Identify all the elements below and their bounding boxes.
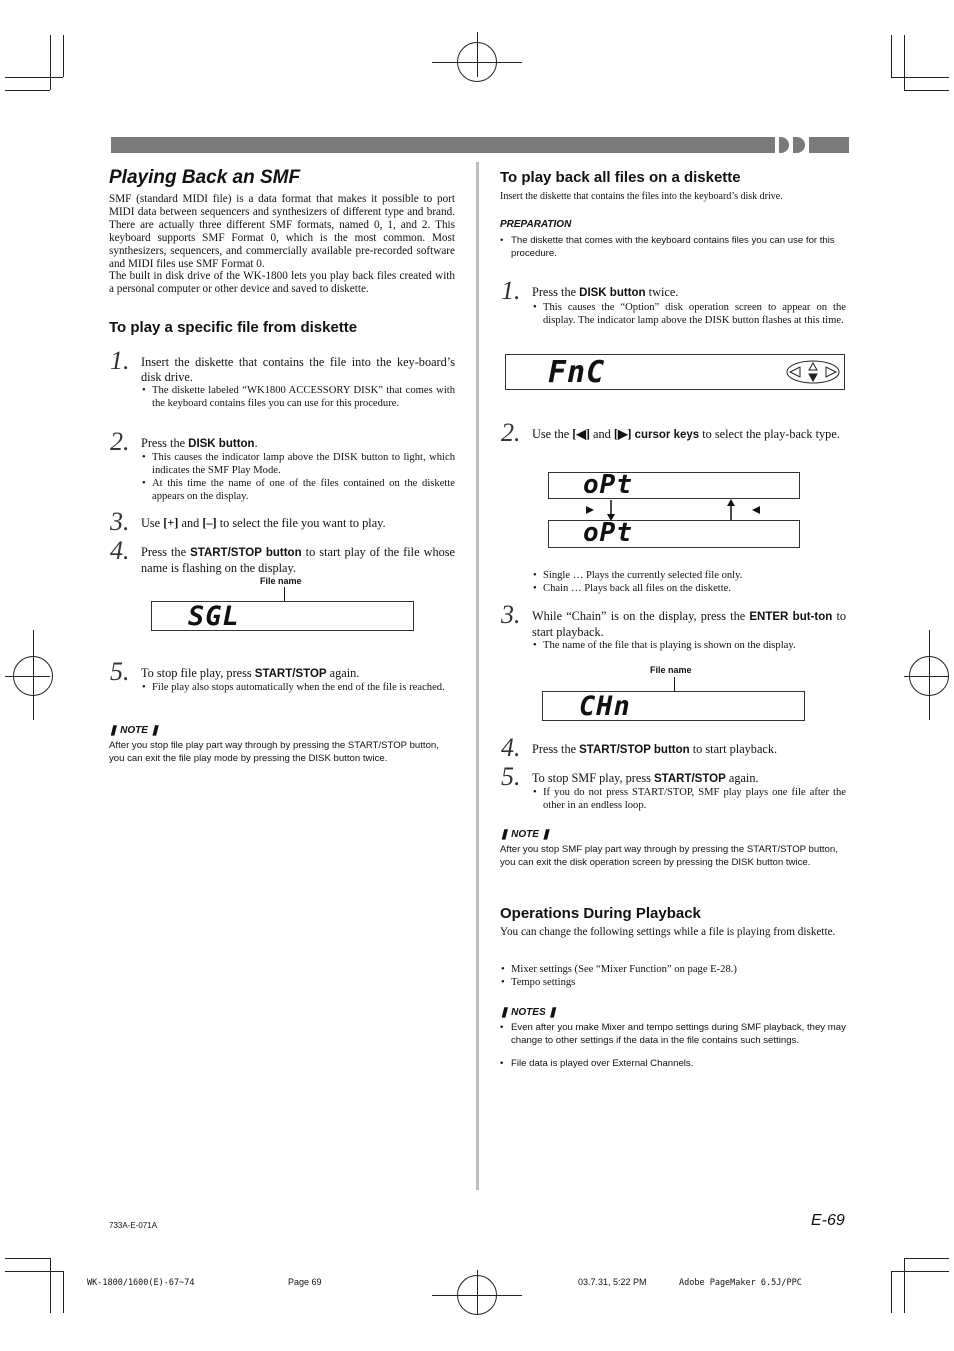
- bullet: • At this time the name of one of the files contained on the diskette appears on the display.: [142, 478, 455, 502]
- bullet: • The diskette that comes with the keyboard contains files you can use for this procedure.: [500, 235, 835, 259]
- step-text: and: [589, 427, 614, 441]
- lcd-text: oPt: [583, 518, 633, 548]
- bullet-text: File data is played over External Channels.: [511, 1058, 694, 1069]
- step-text: twice.: [645, 285, 679, 299]
- bullet-text: The diskette labeled “WK1800 ACCESSORY DISK” that comes with the keyboard contains files you can use for this procedure.: [152, 385, 455, 409]
- step-number: 2.: [110, 427, 130, 456]
- crop-mark: [904, 1258, 905, 1313]
- lcd-display: [151, 601, 414, 631]
- button-name: cursor keys: [634, 429, 700, 441]
- button-name: DISK button: [188, 438, 255, 450]
- intro-paragraph: SMF (standard MIDI file) is a data format that makes it possible to port MIDI data between sequencers and synthesizers of different type and brand. There are actually three different SMF formats, named 0, 1, and 2. This keyboard supports SMF Format 0, which is the most common. Most synthesizers, sequencers, and commercially available pre-recorded software and MIDI files use SMF Format 0.: [109, 193, 455, 270]
- bullet: • File play also stops automatically when the end of the file is reached.: [142, 682, 445, 693]
- lcd-text: CHn: [579, 691, 631, 722]
- bullet: • The name of the file that is playing is shown on the display.: [533, 640, 796, 651]
- lcd-display: [505, 354, 845, 390]
- crop-mark: [63, 35, 64, 77]
- key-name: [◀]: [572, 427, 590, 441]
- button-name: START/STOP: [254, 668, 327, 680]
- bullet-text: Chain … Plays back all files on the diskette.: [543, 583, 732, 594]
- step-text: Press the: [532, 285, 580, 299]
- step-text: While “Chain” is on the display, press the: [532, 609, 750, 623]
- button-name: START/STOP: [654, 773, 726, 785]
- bullet: • Chain … Plays back all files on the diskette.: [533, 583, 732, 594]
- registration-mark: [477, 32, 478, 77]
- bullet-text: The name of the file that is playing is shown on the display.: [543, 640, 796, 651]
- step-text: to start play of the file whose name is flashing on the display.: [141, 545, 456, 575]
- notes-heading: ❚ NOTES ❚: [500, 1007, 557, 1018]
- header-band: [111, 137, 849, 153]
- page-number: E-69: [811, 1212, 845, 1229]
- bullet-text: Tempo settings: [511, 977, 576, 988]
- crop-mark: [5, 1258, 50, 1259]
- crop-mark: [5, 77, 63, 78]
- step-text: Insert the diskette that contains the file into the key-board’s disk drive.: [141, 355, 455, 384]
- crop-mark: [50, 1258, 51, 1313]
- section-heading: To play a specific file from diskette: [109, 319, 358, 336]
- crop-mark: [891, 1271, 949, 1272]
- step-number: 3.: [110, 507, 130, 536]
- note-title: NOTE: [511, 829, 539, 840]
- key-name: [+]: [163, 516, 179, 530]
- step-number: 2.: [501, 418, 521, 447]
- lcd-display-single: [548, 472, 800, 499]
- step-text: Use the: [532, 427, 573, 441]
- bullet: • Single … Plays the currently selected file only.: [533, 570, 743, 581]
- crop-mark: [904, 1258, 949, 1259]
- document-code: 733A-E-071A: [109, 1221, 158, 1230]
- button-name: DISK button: [579, 287, 646, 299]
- step-text: Press the: [141, 436, 189, 450]
- bullet-text: At this time the name of one of the files contained on the diskette appears on the display.: [152, 478, 455, 502]
- bullet: • This causes the “Option” disk operation screen to appear on the display. The indicator lamp above the DISK button flashes at this time.: [533, 302, 846, 326]
- section-heading: To play back all files on a diskette: [500, 169, 741, 186]
- file-name-label: File name: [650, 665, 692, 675]
- bullet: • Tempo settings: [501, 977, 576, 988]
- lcd-text: oPt: [583, 470, 633, 500]
- step-text: again.: [326, 666, 360, 680]
- intro-paragraph-2: The built in disk drive of the WK-1800 lets you play back files created with a personal computer or other device and saved to diskette.: [109, 270, 455, 295]
- registration-mark: [904, 676, 949, 677]
- crop-mark: [5, 1271, 63, 1272]
- left-indicator-icon: [752, 506, 760, 514]
- note-heading: ❚ NOTE ❚: [109, 725, 160, 736]
- preparation-heading: PREPARATION: [500, 219, 572, 230]
- step-number: 4.: [110, 536, 130, 565]
- lcd-display: [542, 691, 805, 721]
- crop-mark: [50, 35, 51, 90]
- button-name: START/STOP button: [579, 744, 690, 756]
- bullet-text: Single … Plays the currently selected file only.: [543, 570, 743, 581]
- section-heading: Operations During Playback: [500, 905, 701, 922]
- step-number: 3.: [501, 600, 521, 629]
- step-number: 1.: [110, 346, 130, 375]
- key-name: [▶]: [613, 427, 632, 441]
- bullet: • File data is played over External Channels.: [500, 1058, 694, 1069]
- key-name: [–]: [202, 516, 217, 530]
- step-text: again.: [725, 771, 759, 785]
- bullet-text: File play also stops automatically when the end of the file is reached.: [152, 682, 445, 693]
- registration-mark: [33, 630, 34, 720]
- step-text: to select the play-back type.: [699, 427, 840, 441]
- step-text: and: [178, 516, 203, 530]
- step-text: to select the file you want to play.: [216, 516, 386, 530]
- note-text: After you stop file play part way through by pressing the START/STOP button, you can exit the file play mode by pressing the DISK button twice.: [109, 740, 439, 764]
- registration-mark: [929, 630, 930, 720]
- slug-page: Page 69: [288, 1277, 322, 1287]
- paragraph: You can change the following settings while a file is playing from diskette.: [500, 926, 836, 938]
- bullet: • This causes the indicator lamp above the DISK button to light, which indicates the SMF Play Mode.: [142, 452, 455, 476]
- step-text: to start playback.: [689, 742, 778, 756]
- note-title: NOTE: [120, 725, 148, 736]
- bullet-text: This causes the indicator lamp above the DISK button to light, which indicates the SMF Play Mode.: [152, 452, 455, 476]
- bullet-text: This causes the “Option” disk operation screen to appear on the display. The indicator lamp above the DISK button flashes at this time.: [543, 302, 846, 326]
- crop-mark: [904, 35, 905, 90]
- bullet: • Mixer settings (See “Mixer Function” on page E-28.): [501, 964, 737, 975]
- bullet: • Even after you make Mixer and tempo settings during SMF playback, they may change to other settings if the data in the file contains such settings.: [500, 1022, 846, 1046]
- step-text: Use: [141, 516, 164, 530]
- lcd-text: FnC: [548, 355, 606, 390]
- slug-date: 03.7.31, 5:22 PM: [578, 1277, 647, 1287]
- crop-mark: [63, 1271, 64, 1313]
- cursor-keys-icon: [786, 360, 840, 384]
- registration-mark: [5, 676, 50, 677]
- button-name: START/STOP button: [190, 547, 302, 559]
- crop-mark: [891, 35, 892, 77]
- intro-paragraph: Insert the diskette that contains the files into the keyboard’s disk drive.: [500, 191, 783, 202]
- step-text: .: [254, 436, 258, 450]
- crop-mark: [5, 90, 50, 91]
- page-title: Playing Back an SMF: [109, 167, 301, 188]
- file-name-label: File name: [260, 576, 302, 586]
- step-number: 5.: [110, 657, 130, 686]
- crop-mark: [904, 90, 949, 91]
- slug-app: Adobe PageMaker 6.5J/PPC: [679, 1278, 802, 1288]
- note-text: After you stop SMF play part way through by pressing the START/STOP button, you can exit the disk operation screen by pressing the DISK button twice.: [500, 844, 838, 868]
- button-name: ENTER but-ton: [749, 611, 833, 623]
- step-text: Press the: [532, 742, 580, 756]
- step-text: To stop file play, press: [141, 666, 255, 680]
- registration-mark: [477, 1270, 478, 1315]
- crop-mark: [891, 1271, 892, 1313]
- bullet-text: Even after you make Mixer and tempo settings during SMF playback, they may change to other settings if the data in the file contains such settings.: [511, 1022, 846, 1046]
- right-indicator-icon: [586, 506, 594, 514]
- notes-title: NOTES: [511, 1007, 546, 1018]
- bullet-text: If you do not press START/STOP, SMF play plays one file after the other in an endless loop.: [543, 787, 846, 811]
- bullet-text: Mixer settings (See “Mixer Function” on page E-28.): [511, 964, 737, 975]
- bullet: • If you do not press START/STOP, SMF play plays one file after the other in an endless loop.: [533, 787, 846, 811]
- step-text: To stop SMF play, press: [532, 771, 655, 785]
- crop-mark: [891, 77, 949, 78]
- slug-file: WK-1800/1600(E)-67~74: [87, 1278, 195, 1288]
- step-text: Press the: [141, 545, 191, 559]
- note-heading: ❚ NOTE ❚: [500, 829, 551, 840]
- bullet: • The diskette labeled “WK1800 ACCESSORY DISK” that comes with the keyboard contains files you can use for this procedure.: [142, 385, 455, 409]
- bullet-text: The diskette that comes with the keyboard contains files you can use for this procedure.: [511, 235, 835, 259]
- column-divider: [476, 162, 479, 1190]
- step-number: 5.: [501, 762, 521, 791]
- step-number: 4.: [501, 733, 521, 762]
- step-number: 1.: [501, 276, 521, 305]
- lcd-text: SGL: [188, 601, 240, 632]
- lcd-display-chain: [548, 520, 800, 548]
- step-text: to start playback.: [532, 609, 847, 639]
